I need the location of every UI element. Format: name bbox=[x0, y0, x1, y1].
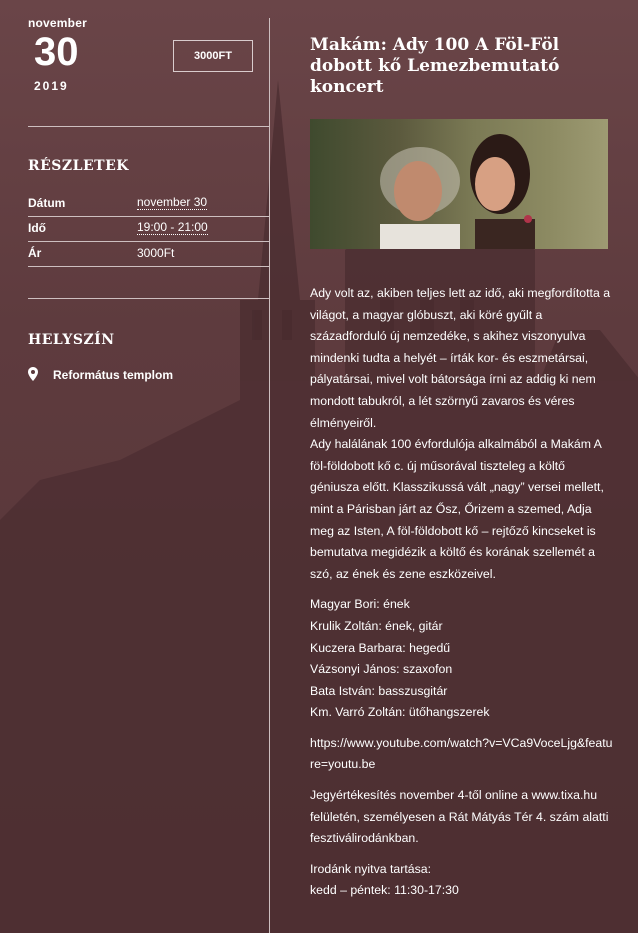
date-day: 30 bbox=[34, 30, 79, 74]
lineup-item: Vázsonyi János: szaxofon bbox=[310, 662, 453, 677]
detail-row-price bbox=[28, 242, 269, 267]
description-paragraph: Ady halálának 100 évfordulója alkalmából a Makám A föl-földobott kő c. új műsorával tiszteleg a költő géniusza előtt. Klasszikussá vált „nagy” versei mellett, mint a Párisban járt az Ősz, Őrizem a szemed, Adja meg az Isten, A föl-földobott kő – rejtőző kincseket is bemutatva megidézik a költő és korának szellemét a szó, az ének és zene eszközeivel. bbox=[310, 437, 604, 581]
detail-row-date bbox=[28, 192, 269, 217]
detail-value: november 30 bbox=[137, 195, 208, 209]
detail-label: Dátum bbox=[28, 196, 66, 210]
event-main bbox=[286, 0, 626, 933]
price-button[interactable]: 3000FT bbox=[173, 40, 253, 72]
divider bbox=[28, 298, 269, 299]
lineup-item: Krulik Zoltán: ének, gitár bbox=[310, 618, 443, 633]
details-heading: RÉSZLETEK bbox=[28, 158, 129, 174]
lineup-item: Kuczera Barbara: hegedű bbox=[310, 640, 451, 655]
venue-name: Református templom bbox=[53, 368, 174, 382]
video-link[interactable]: https://www.youtube.com/watch?v=VCa9VoceLjg&feature=youtu.be bbox=[310, 735, 613, 772]
office-hours-value: kedd – péntek: 11:30-17:30 bbox=[310, 883, 459, 898]
lineup-item: Bata István: basszusgitár bbox=[310, 683, 448, 698]
date-year: 2019 bbox=[34, 79, 69, 93]
detail-label: Idő bbox=[28, 221, 46, 235]
event-title: Makám: Ady 100 A Föl-Föl dobott kő Lemezbemutató koncert bbox=[310, 35, 560, 97]
map-pin-icon bbox=[28, 367, 38, 381]
divider bbox=[28, 126, 269, 127]
detail-row-time bbox=[28, 217, 269, 242]
event-photo bbox=[310, 119, 608, 249]
lineup-item: Magyar Bori: ének bbox=[310, 597, 410, 612]
office-hours-label: Irodánk nyitva tartása: bbox=[310, 861, 431, 876]
lineup-item: Km. Varró Zoltán: ütőhangszerek bbox=[310, 705, 490, 720]
date-month: november bbox=[28, 16, 87, 30]
event-description bbox=[310, 283, 615, 911]
description-paragraph: Ady volt az, akiben teljes lett az idő, aki megfordította a világot, a magyar glóbuszt, aki köré gyűlt a századforduló új nemzedéke, s akihez viszonyulva mindenki tudta a helyét – írták kor- és eszmetársai, pályatársai, mivel volt bátorsága írni az addig ki nem mondott tabukról, a lét szörnyű zavaros és véres élményeiről. bbox=[310, 286, 611, 430]
detail-label: Ár bbox=[28, 246, 42, 260]
detail-value: 19:00 - 21:00 bbox=[137, 220, 208, 234]
venue-heading: HELYSZÍN bbox=[28, 332, 115, 348]
lineup-list bbox=[310, 594, 615, 724]
column-divider bbox=[269, 18, 270, 933]
detail-value: 3000Ft bbox=[137, 246, 175, 260]
event-sidebar bbox=[0, 0, 270, 933]
ticket-info: Jegyértékesítés november 4-től online a www.tixa.hu felületén, személyesen a Rát Mátyás Tér 4. szám alatti fesztiválirodánkban. bbox=[310, 788, 609, 846]
office-hours bbox=[310, 859, 615, 902]
